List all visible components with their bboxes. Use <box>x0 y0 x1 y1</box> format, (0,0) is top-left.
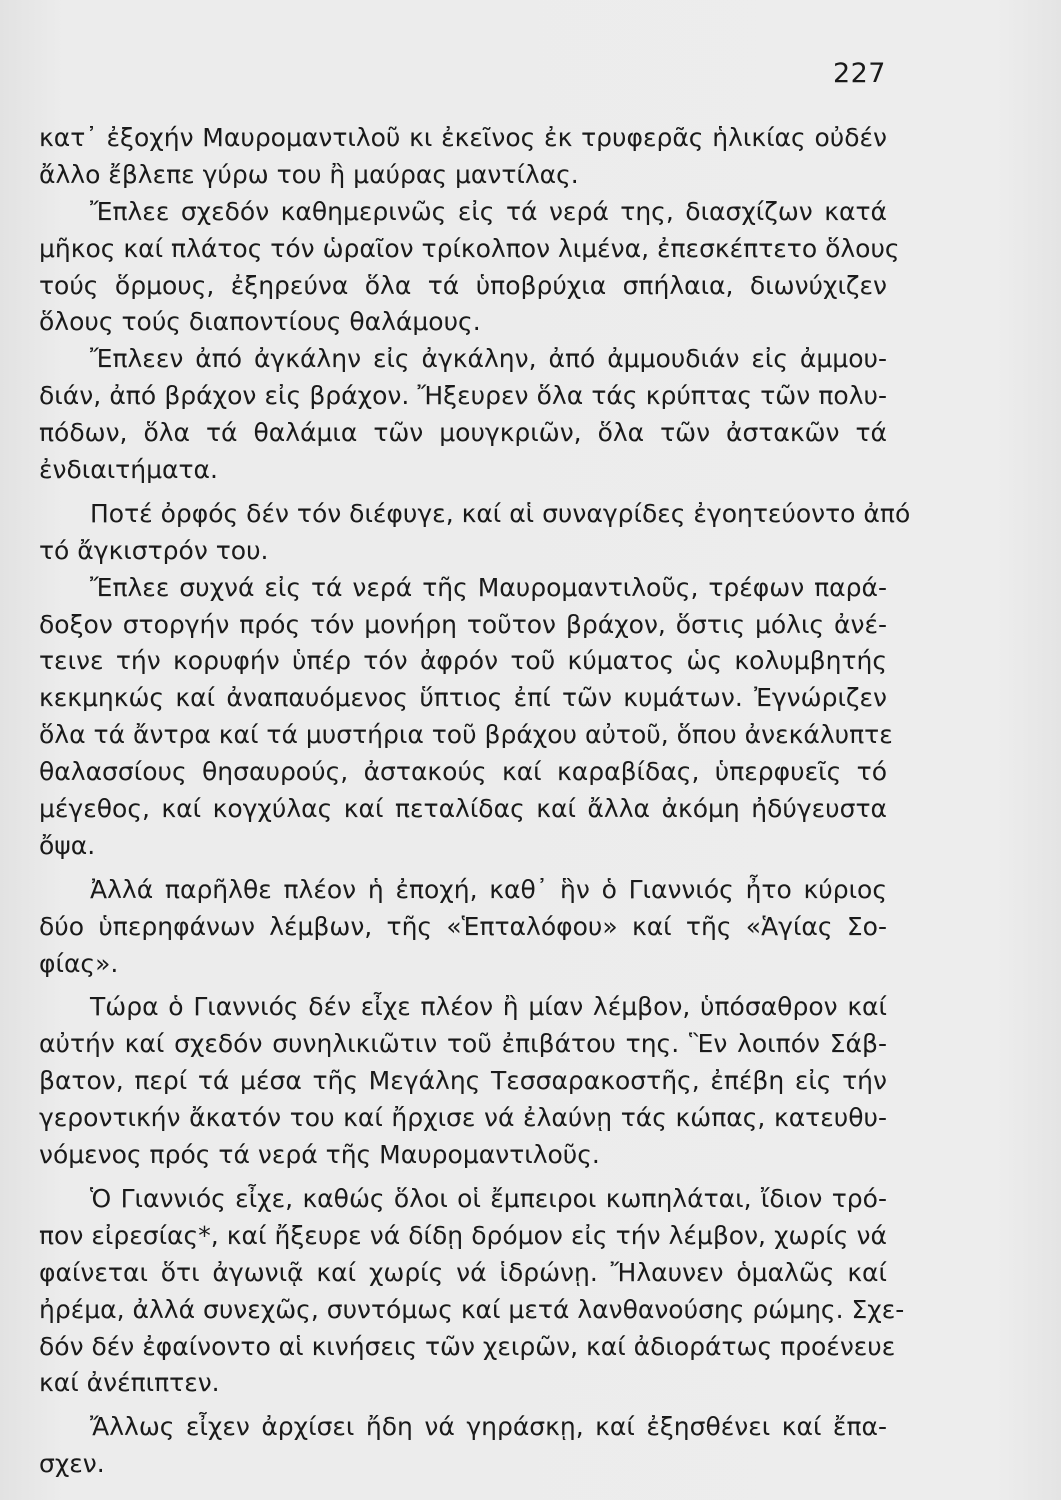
text-line: μέγεθος, καί κογχύλας καί πεταλίδας καί ἄλλα ἀκόμη ἠδύγευστα <box>39 794 887 824</box>
paragraph-start: Ἔπλεε συχνά εἰς τά νερά τῆς Μαυρομαντιλοῦς, τρέφων παρά- <box>90 572 887 602</box>
paragraph-start: Ὁ Γιαννιός εἶχε, καθώς ὅλοι οἱ ἔμπειροι κωπηλάται, ἴδιον τρό- <box>90 1183 887 1213</box>
body-text <box>39 120 911 1483</box>
paragraph-start: Τώρα ὁ Γιαννιός δέν εἶχε πλέον ἢ μίαν λέμβον, ὑπόσαθρον καί <box>90 992 887 1022</box>
text-line: τεινε τήν κορυφήν ὑπέρ τόν ἀφρόν τοῦ κύματος ὡς κολυμβητής <box>39 646 887 676</box>
text-line: ὄψα. <box>39 830 96 860</box>
text-line: φαίνεται ὅτι ἀγωνιᾷ καί χωρίς νά ἱδρώνῃ. Ἤλαυνεν ὁμαλῶς καί <box>39 1257 887 1287</box>
text-line: ἐνδιαιτήματα. <box>39 455 218 485</box>
text-line: ἄλλο ἔβλεπε γύρω του ἢ μαύρας μαντίλας. <box>39 159 579 189</box>
paragraph-start: Ἔπλεε σχεδόν καθημερινῶς εἰς τά νερά της, διασχίζων κατά <box>90 196 887 226</box>
text-line: αὐτήν καί σχεδόν συνηλικιῶτιν τοῦ ἐπιβάτου της. Ἓν λοιπόν Σάβ- <box>39 1029 887 1059</box>
paragraph-start: Ἀλλά παρῆλθε πλέον ἡ ἐποχή, καθ᾽ ἣν ὁ Γιαννιός ἦτο κύριος <box>90 874 887 904</box>
page-number: 227 <box>832 58 886 89</box>
text-line: φίας». <box>39 948 119 978</box>
text-line: καί ἀνέπιπτεν. <box>39 1368 220 1398</box>
text-line: μῆκος καί πλάτος τόν ὡραῖον τρίκολπον λιμένα, ἐπεσκέπτετο ὅλους <box>39 233 900 263</box>
paragraph-start: Ἔπλεεν ἀπό ἀγκάλην εἰς ἀγκάλην, ἀπό ἀμμουδιάν εἰς ἀμμου- <box>90 344 887 374</box>
text-line: διάν, ἀπό βράχον εἰς βράχον. Ἤξευρεν ὅλα τάς κρύπτας τῶν πολυ- <box>39 381 887 411</box>
text-line: βατον, περί τά μέσα τῆς Μεγάλης Τεσσαρακοστῆς, ἐπέβη εἰς τήν <box>39 1066 887 1096</box>
text-line: γεροντικήν ἄκατόν του καί ἤρχισε νά ἐλαύνῃ τάς κώπας, κατευθυ- <box>39 1103 887 1133</box>
paragraph-start: Ἄλλως εἶχεν ἀρχίσει ἤδη νά γηράσκῃ, καί ἐξησθένει καί ἔπα- <box>90 1412 887 1442</box>
text-line: κεκμηκώς καί ἀναπαυόμενος ὕπτιος ἐπί τῶν κυμάτων. Ἐγνώριζεν <box>39 683 887 713</box>
text-line: νόμενος πρός τά νερά τῆς Μαυρομαντιλοῦς. <box>39 1140 600 1170</box>
text-line: θαλασσίους θησαυρούς, ἀστακούς καί καραβίδας, ὑπερφυεῖς τό <box>39 757 887 787</box>
text-line: ἠρέμα, ἀλλά συνεχῶς, συντόμως καί μετά λανθανούσης ρώμης. Σχε- <box>39 1294 905 1324</box>
text-line: ὅλα τά ἄντρα καί τά μυστήρια τοῦ βράχου αὐτοῦ, ὅπου ἀνεκάλυπτε <box>39 720 893 750</box>
text-line: δοξον στοργήν πρός τόν μονήρη τοῦτον βράχον, ὅστις μόλις ἀνέ- <box>39 609 887 639</box>
text-line: κατ᾽ ἐξοχήν Μαυρομαντιλοῦ κι ἐκεῖνος ἐκ τρυφερᾶς ἡλικίας οὐδέν <box>39 123 887 152</box>
text-line: ὅλους τούς διαποντίους θαλάμους. <box>39 307 481 337</box>
text-line: τό ἄγκιστρόν του. <box>39 535 269 565</box>
text-line: δύο ὑπερηφάνων λέμβων, τῆς «Ἑπταλόφου» καί τῆς «Ἁγίας Σο- <box>39 911 887 941</box>
text-line: σχεν. <box>39 1449 105 1479</box>
text-line: πον εἰρεσίας*, καί ἤξευρε νά δίδῃ δρόμον εἰς τήν λέμβον, χωρίς νά <box>39 1220 887 1250</box>
text-line: δόν δέν ἐφαίνοντο αἱ κινήσεις τῶν χειρῶν, καί ἀδιοράτως προένευε <box>39 1331 896 1361</box>
text-line: πόδων, ὅλα τά θαλάμια τῶν μουγκριῶν, ὅλα τῶν ἀστακῶν τά <box>39 418 887 448</box>
paragraph-start: Ποτέ ὀρφός δέν τόν διέφυγε, καί αἱ συναγρίδες ἐγοητεύοντο ἀπό <box>90 498 911 528</box>
text-line: τούς ὅρμους, ἐξηρεύνα ὅλα τά ὑποβρύχια σπήλαια, διωνύχιζεν <box>39 270 887 300</box>
